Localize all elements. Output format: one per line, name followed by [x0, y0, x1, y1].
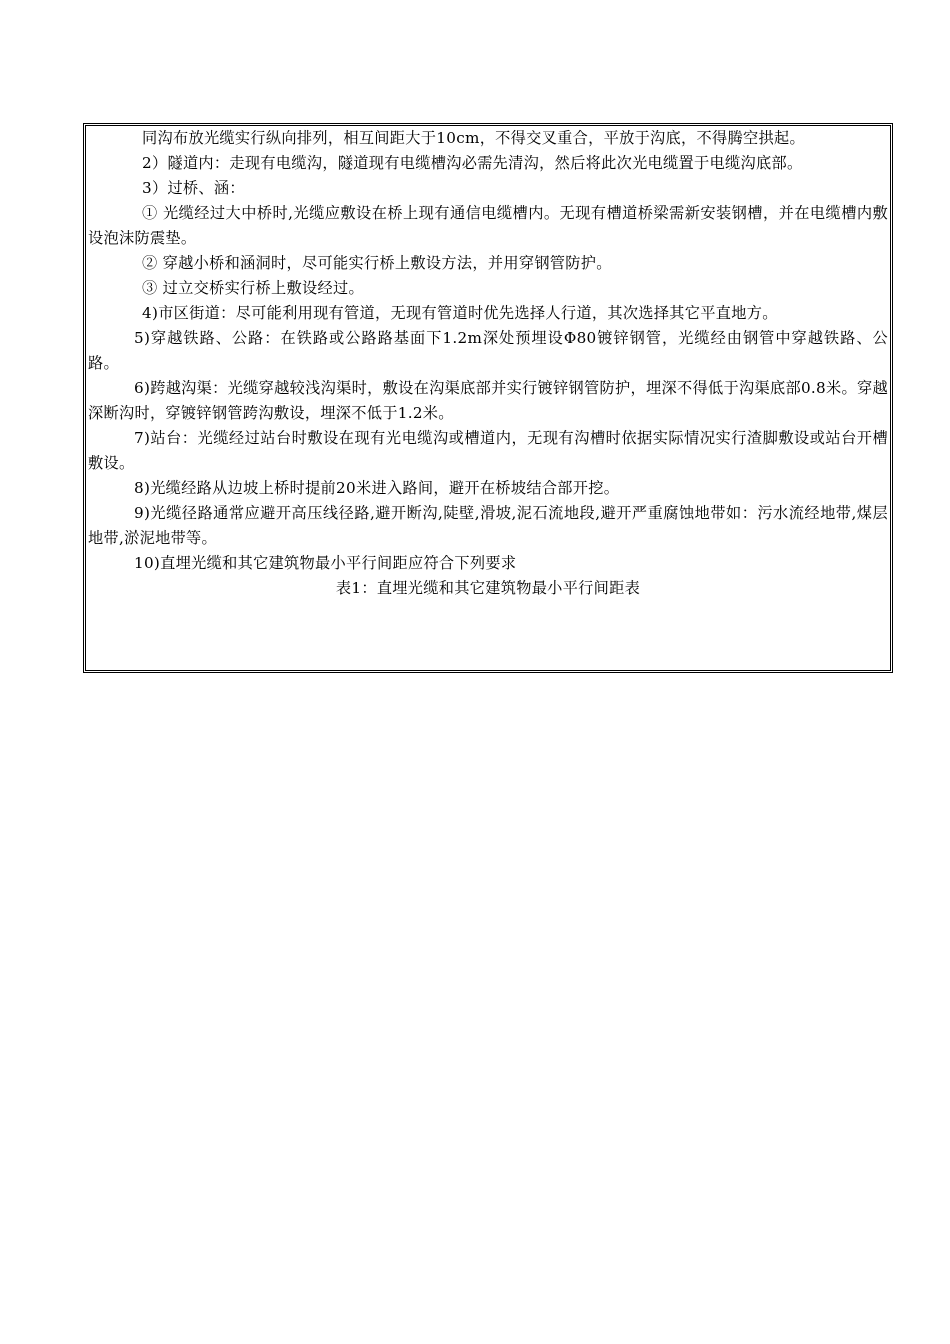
paragraph-ditch: 6)跨越沟渠：光缆穿越较浅沟渠时，敷设在沟渠底部并实行镀锌钢管防护，埋深不得低于沟渠底部0.8米。穿越深断沟时，穿镀锌钢管跨沟敷设，埋深不低于1.2米。 — [88, 379, 888, 422]
table-caption: 表1：直埋光缆和其它建筑物最小平行间距表 — [335, 579, 641, 597]
paragraph-bridge-large: ① 光缆经过大中桥时,光缆应敷设在桥上现有通信电缆槽内。无现有槽道桥梁需新安装钢槽，并在电缆槽内敷设泡沫防震垫。 — [88, 204, 888, 247]
paragraph-cable-layout: 同沟布放光缆实行纵向排列，相互间距大于10cm，不得交叉重合，平放于沟底，不得腾空拱起。 — [142, 129, 805, 147]
paragraph-rail-road: 5)穿越铁路、公路：在铁路或公路路基面下1.2m深处预埋设Φ80镀锌钢管，光缆经由钢管中穿越铁路、公路。 — [88, 329, 888, 372]
paragraph-tunnel: 2）隧道内：走现有电缆沟，隧道现有电缆槽沟必需先清沟，然后将此次光电缆置于电缆沟底部。 — [142, 154, 803, 172]
paragraph-overpass: ③ 过立交桥实行桥上敷设经过。 — [142, 279, 364, 297]
paragraph-bridge-heading: 3）过桥、涵： — [142, 179, 245, 197]
paragraph-bridge-small: ② 穿越小桥和涵洞时，尽可能实行桥上敷设方法，并用穿钢管防护。 — [142, 254, 612, 272]
content-table-frame — [83, 123, 893, 673]
paragraph-platform: 7)站台：光缆经过站台时敷设在现有光电缆沟或槽道内，无现有沟槽时依据实际情况实行渣脚敷设或站台开槽敷设。 — [88, 429, 888, 472]
paragraph-spacing-requirement: 10)直埋光缆和其它建筑物最小平行间距应符合下列要求 — [134, 554, 517, 572]
paragraph-city-street: 4)市区街道：尽可能利用现有管道，无现有管道时优先选择人行道，其次选择其它平直地方。 — [142, 304, 778, 322]
content-cell — [88, 126, 888, 601]
paragraph-slope: 8)光缆经路从边坡上桥时提前20米进入路间，避开在桥坡结合部开挖。 — [134, 479, 620, 497]
paragraph-route-avoid: 9)光缆径路通常应避开高压线径路,避开断沟,陡壁,滑坡,泥石流地段,避开严重腐蚀地带如：污水流经地带,煤层地带,淤泥地带等。 — [88, 504, 888, 547]
